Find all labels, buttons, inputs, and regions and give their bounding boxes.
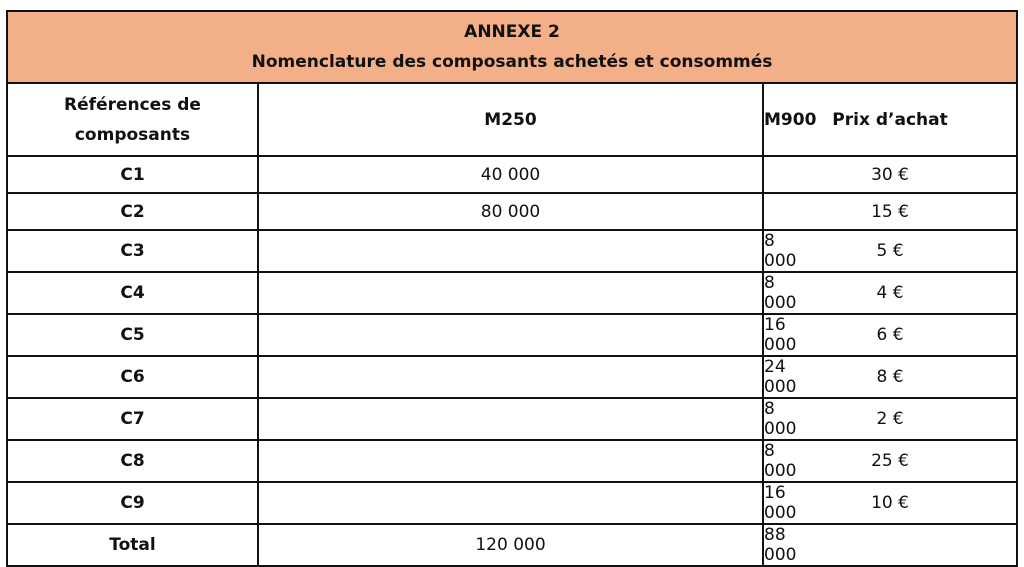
total-row: Total 120 000 88 000	[7, 524, 1017, 566]
prix-cell: 25 €	[763, 440, 1017, 482]
m250-cell	[258, 230, 763, 272]
prix-cell: 4 €	[763, 272, 1017, 314]
column-header-row: Références de composants M250 M900 Prix d’achat	[7, 83, 1017, 156]
table-row: C8 8 000 25 €	[7, 440, 1017, 482]
ref-cell: C3	[7, 230, 258, 272]
table-title-band	[7, 11, 1017, 83]
m250-cell	[258, 398, 763, 440]
m250-cell: 120 000	[258, 524, 763, 566]
m250-cell	[258, 314, 763, 356]
table-row: C3 8 000 5 €	[7, 230, 1017, 272]
ref-cell: C2	[7, 193, 258, 230]
ref-cell: C8	[7, 440, 258, 482]
prix-cell: 15 €	[763, 193, 1017, 230]
ref-cell: C1	[7, 156, 258, 193]
table-row: C7 8 000 2 €	[7, 398, 1017, 440]
prix-cell: 2 €	[763, 398, 1017, 440]
col-header-prix-achat: Prix d’achat	[763, 83, 1017, 156]
ref-cell: C7	[7, 398, 258, 440]
prix-cell: 5 €	[763, 230, 1017, 272]
table-row: C4 8 000 4 €	[7, 272, 1017, 314]
col-header-m250: M250	[258, 83, 763, 156]
table-row: C6 24 000 8 €	[7, 356, 1017, 398]
ref-cell: C9	[7, 482, 258, 524]
prix-cell: 8 €	[763, 356, 1017, 398]
ref-cell: C6	[7, 356, 258, 398]
table-row	[7, 156, 1017, 193]
m250-cell	[258, 272, 763, 314]
prix-cell	[763, 524, 1017, 566]
ref-cell: C5	[7, 314, 258, 356]
prix-cell: 6 €	[763, 314, 1017, 356]
table-row: C5 16 000 6 €	[7, 314, 1017, 356]
m250-cell: 40 000	[258, 156, 763, 193]
prix-cell: 10 €	[763, 482, 1017, 524]
nomenclature-table	[6, 10, 1018, 567]
ref-cell: Total	[7, 524, 258, 566]
annexe-table-container	[6, 10, 1016, 567]
ref-cell: C4	[7, 272, 258, 314]
m250-cell	[258, 482, 763, 524]
annexe-title: ANNEXE 2	[464, 22, 560, 42]
table-subtitle: Nomenclature des composants achetés et consommés	[251, 52, 773, 72]
m250-cell: 80 000	[258, 193, 763, 230]
col-header-references: Références de composants	[7, 83, 258, 156]
m250-cell	[258, 440, 763, 482]
table-row	[7, 193, 1017, 230]
prix-cell: 30 €	[763, 156, 1017, 193]
m250-cell	[258, 356, 763, 398]
table-row: C9 16 000 10 €	[7, 482, 1017, 524]
